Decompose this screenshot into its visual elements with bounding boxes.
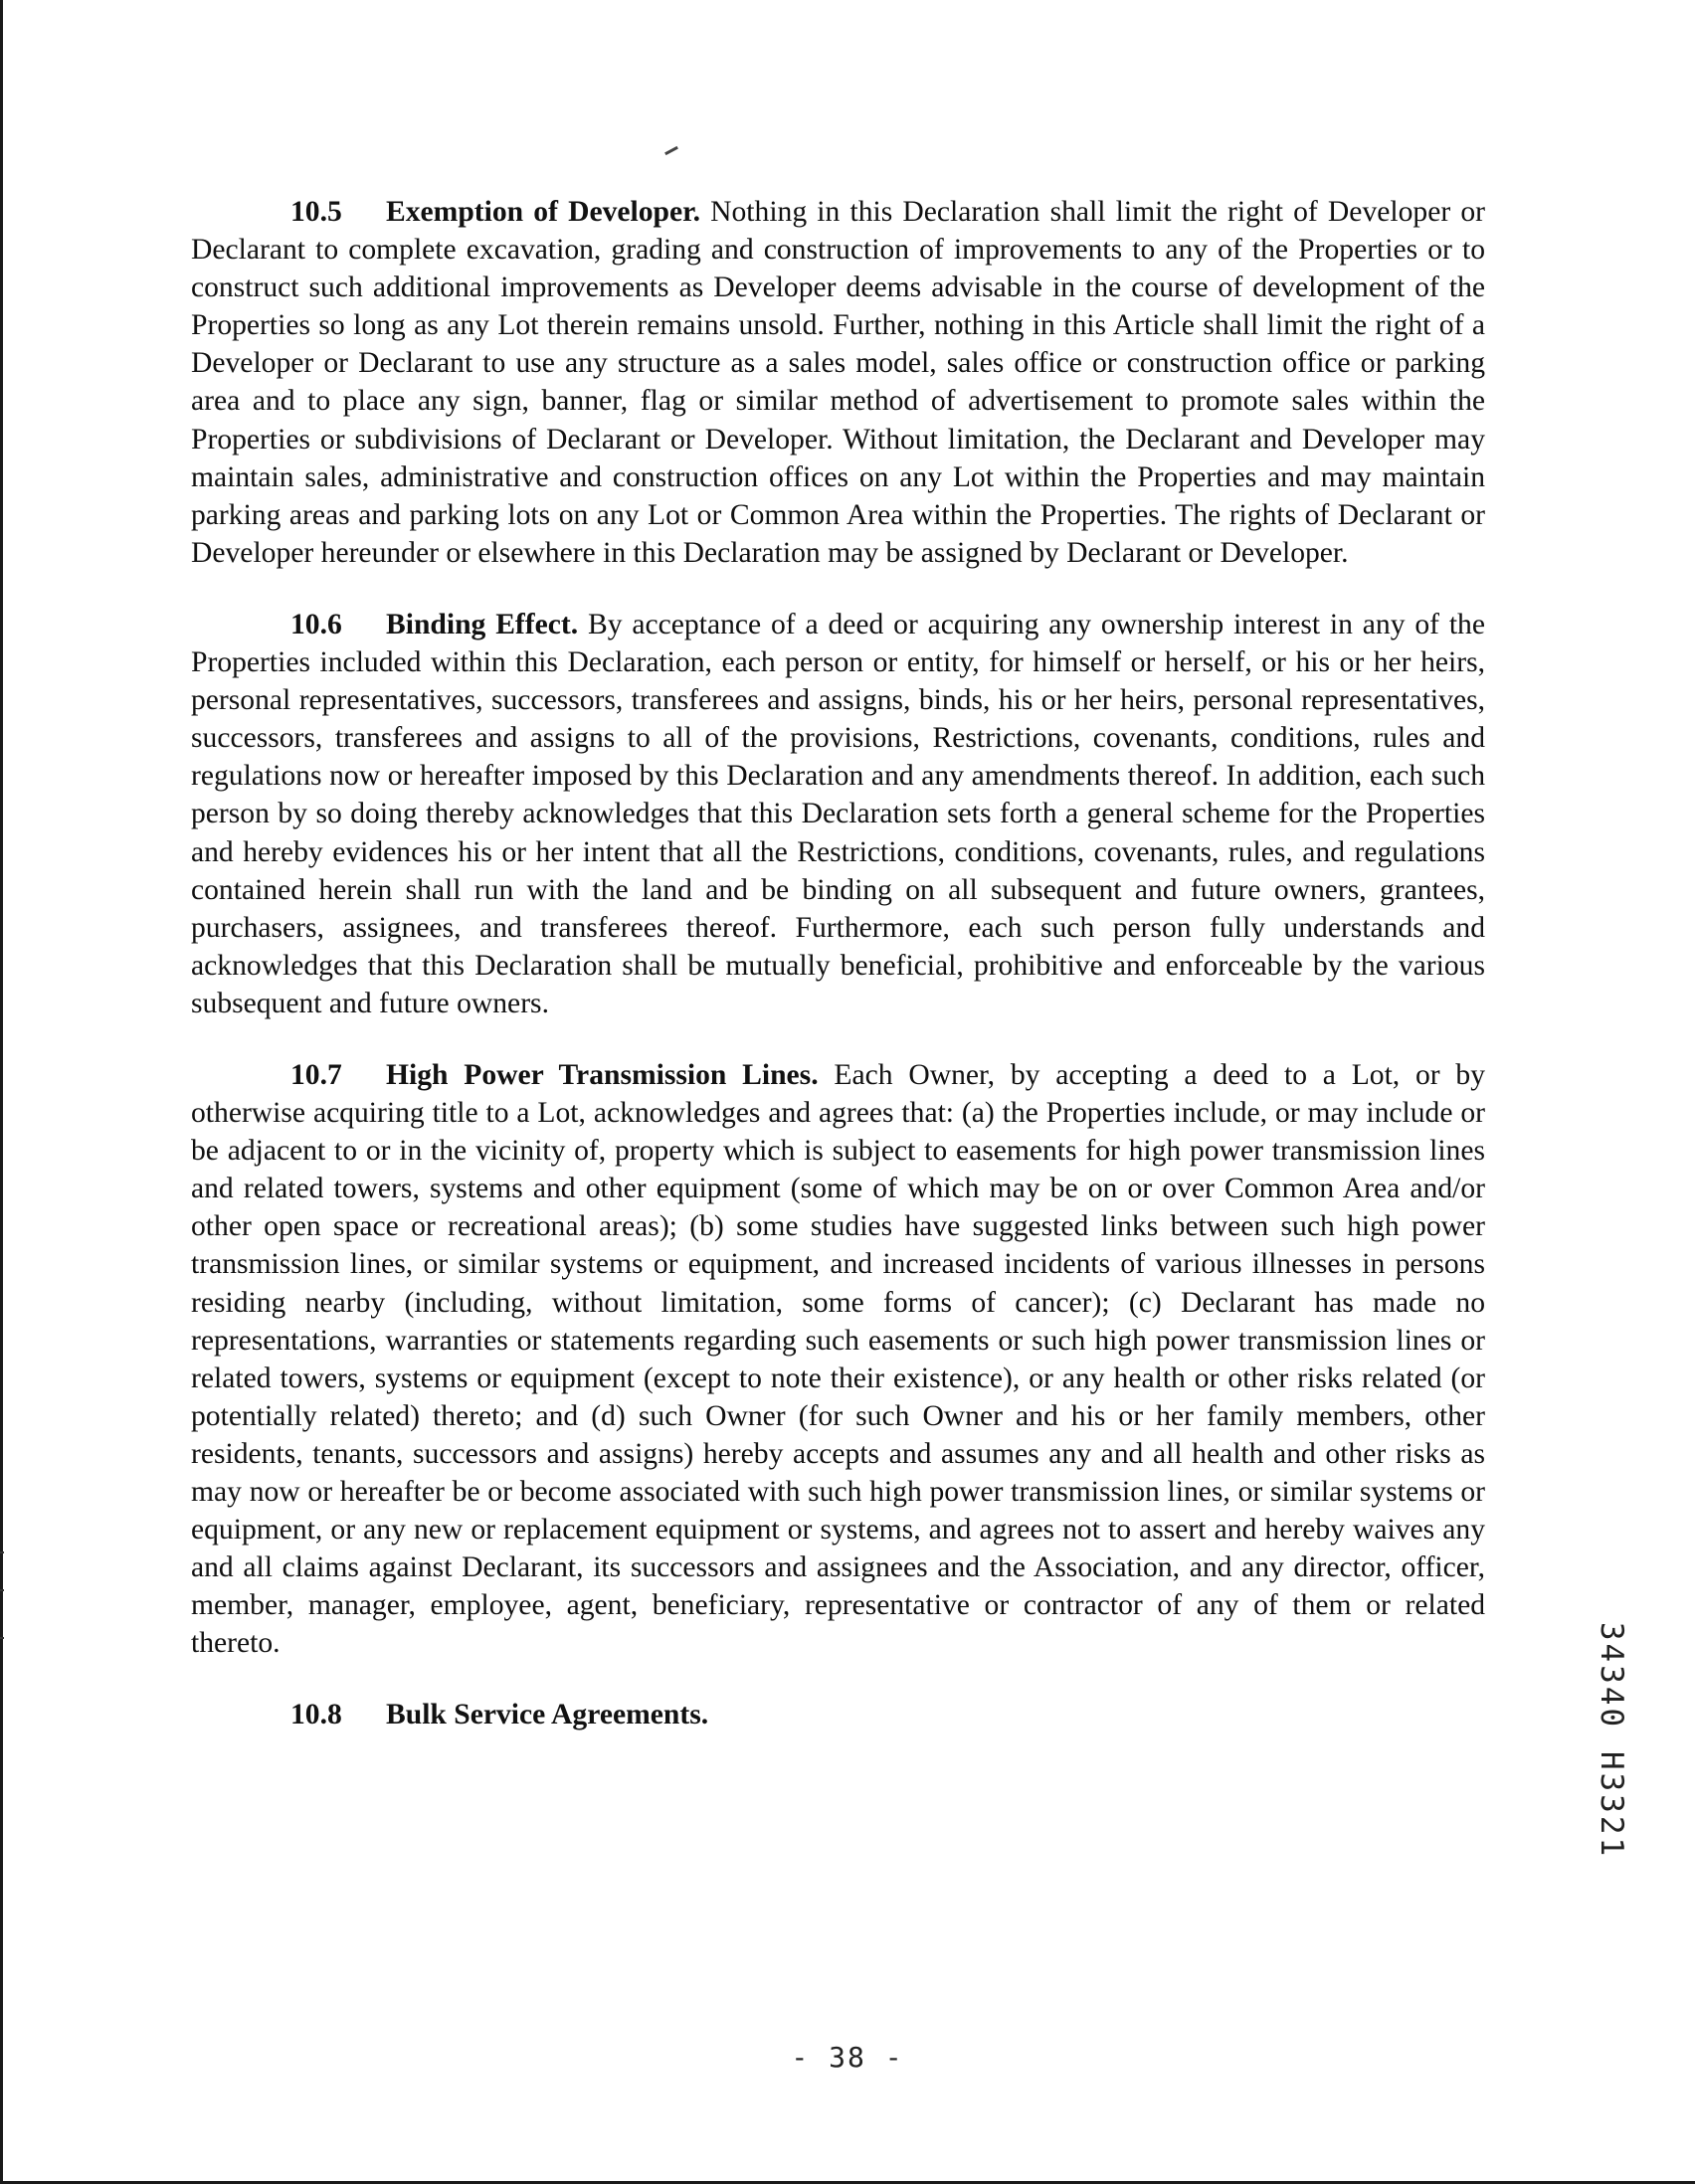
section-10-8 [191,1696,1485,1733]
section-10-6 [191,606,1485,1022]
document-body [191,193,1485,1768]
recording-stamp [1594,1601,1629,1880]
recording-stamp-text: 34340 H3321 [1594,1621,1629,1860]
section-body: By acceptance of a deed or acquiring any ownership interest in any of the Properties included within this Declaration, each person or entity, for himself or herself, or his or her heirs, personal representatives, successors, transferees and assigns, binds, his or her heirs, personal representatives, successors, transferees and assigns to all of the provisions, Restrictions, covenants, conditions, rules and regulations now or hereafter imposed by this Declaration and any amendments thereof. In addition, each such person by so doing thereby acknowledges that this Declaration sets forth a general scheme for the Properties and hereby evidences his or her intent that all the Restrictions, conditions, covenants, rules, and regulations contained herein shall run with the land and be binding on all subsequent and future owners, grantees, purchasers, assignees, and transferees thereof. Furthermore, each such person fully understands and acknowledges that this Declaration shall be mutually beneficial, prohibitive and enforceable by the various subsequent and future owners. [191,608,1485,1019]
section-body: Each Owner, by accepting a deed to a Lot, or by otherwise acquiring title to a Lot, acknowledges and agrees that: (a) the Properties include, or may include or be adjacent to or in the vicinity of, property which is subject to easements for high power transmission lines and related towers, systems and other equipment (some of which may be on or over Common Area and/or other open space or recreational areas); (b) some studies have suggested links between such high power transmission lines, or similar systems or equipment, and increased incidents of various illnesses in persons residing nearby (including, without limitation, some forms of cancer); (c) Declarant has made no representations, warranties or statements regarding such easements or such high power transmission lines or related towers, systems or equipment (except to note their existence), or any health or other risks related (or potentially related) thereto; and (d) such Owner (for such Owner and his or her family members, other residents, tenants, successors and assigns) hereby accepts and assumes any and all health and other risks as may now or hereafter be or become associated with such high power transmission lines, or similar systems or equipment, or any new or replacement equipment or systems, and agrees not to assert and hereby waives any and all claims against Declarant, its successors and assignees and the Association, and any director, officer, member, manager, employee, agent, beneficiary, representative or contractor of any of them or related thereto. [191,1058,1486,1660]
section-10-5 [191,193,1485,572]
section-title: Exemption of Developer. [386,196,700,228]
section-title: Bulk Service Agreements. [386,1699,709,1731]
section-number: 10.6 [290,608,342,640]
section-body: Nothing in this Declaration shall limit the right of Developer or Declarant to complete excavation, grading and construction of improvements to any of the Properties or to construct such additional improvements as Developer deems advisable in the course of development of the Properties so long as any Lot therein remains unsold. Further, nothing in this Article shall limit the right of a Developer or Declarant to use any structure as a sales model, sales office or construction office or parking area and to place any sign, banner, flag or similar method of advertisement to promote sales within the Properties or subdivisions of Declarant or Developer. Without limitation, the Declarant and Developer may maintain sales, administrative and construction offices on any Lot within the Properties and may maintain parking areas and parking lots on any Lot or Common Area within the Properties. The rights of Declarant or Developer hereunder or elsewhere in this Declaration may be assigned by Declarant or Developer. [191,196,1485,569]
section-number: 10.8 [290,1699,342,1731]
section-10-7 [191,1056,1485,1663]
section-title: High Power Transmission Lines. [386,1058,819,1091]
section-number: 10.7 [290,1058,342,1091]
binding-marks [0,1551,4,1671]
page-number: - 38 - [791,2041,904,2074]
section-title: Binding Effect. [386,608,579,640]
section-number: 10.5 [290,196,342,228]
